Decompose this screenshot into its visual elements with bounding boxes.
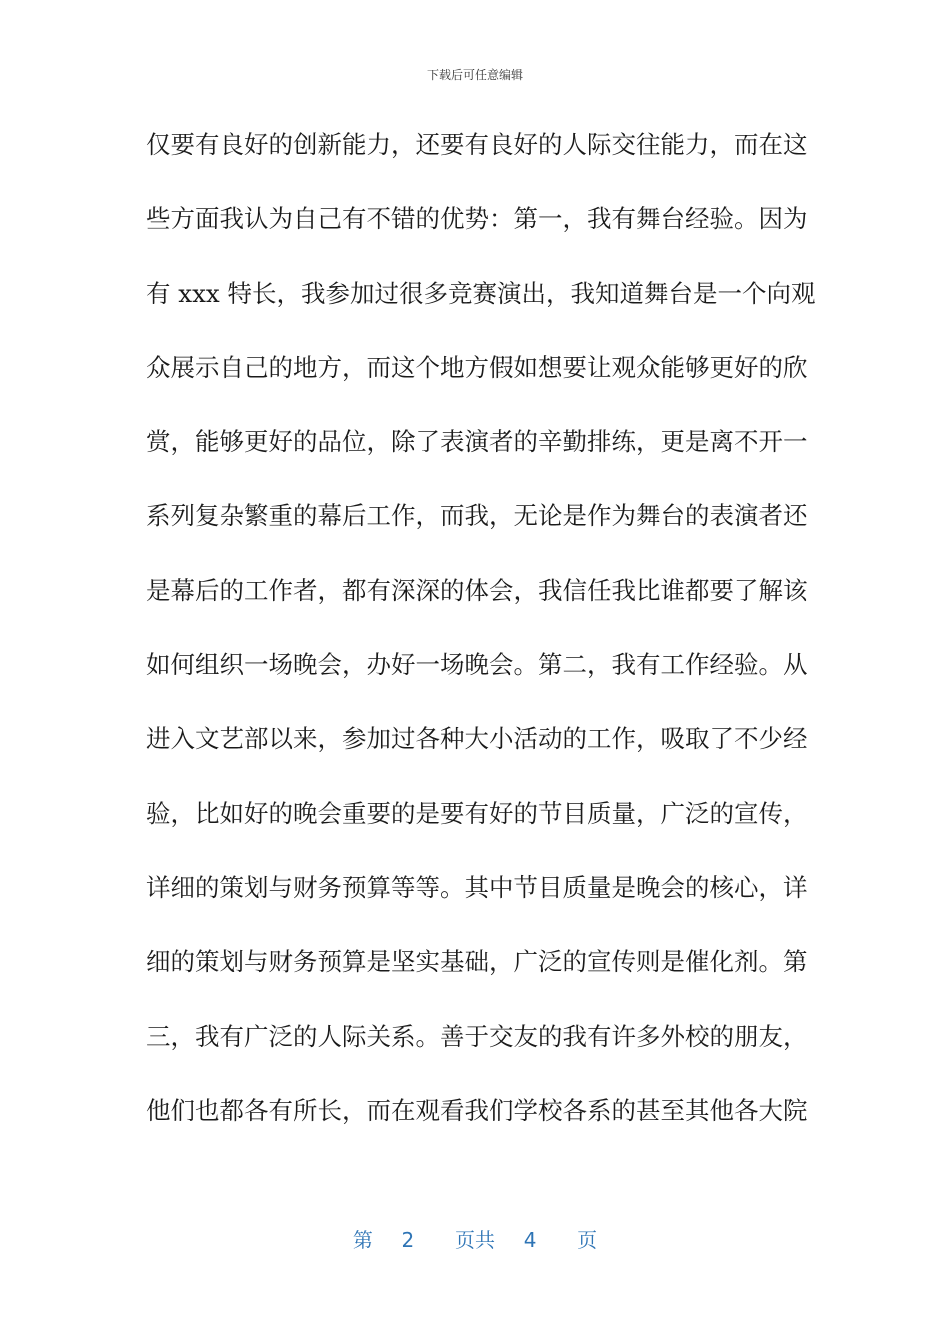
body-line: 如何组织一场晚会，办好一场晚会。第二，我有工作经验。从 <box>146 650 808 680</box>
body-line: 细的策划与财务预算是坚实基础，广泛的宣传则是催化剂。第 <box>146 947 808 977</box>
footer-middle: 页共 <box>455 1228 495 1252</box>
body-line: 系列复杂繁重的幕后工作，而我，无论是作为舞台的表演者还 <box>146 501 808 531</box>
body-line: 进入文艺部以来，参加过各种大小活动的工作，吸取了不少经 <box>146 724 808 754</box>
body-line: 三，我有广泛的人际关系。善于交友的我有许多外校的朋友， <box>146 1021 808 1051</box>
total-pages-number: 4 <box>523 1228 537 1252</box>
body-line: 是幕后的工作者，都有深深的体会，我信任我比谁都要了解该 <box>146 575 808 605</box>
body-line: 仅要有良好的创新能力，还要有良好的人际交往能力，而在这 <box>146 130 808 159</box>
footer-suffix: 页 <box>577 1228 598 1252</box>
body-text <box>146 125 816 1165</box>
body-line: 些方面我认为自己有不错的优势：第一，我有舞台经验。因为 <box>146 204 808 234</box>
body-line: 详细的策划与财务预算等等。其中节目质量是晚会的核心，详 <box>146 872 808 902</box>
body-line: 他们也都各有所长，而在观看我们学校各系的甚至其他各大院 <box>146 1095 808 1125</box>
header-note: 下载后可任意编辑 <box>426 68 523 82</box>
body-line: 众展示自己的地方，而这个地方假如想要让观众能够更好的欣 <box>146 352 808 382</box>
current-page-number: 2 <box>401 1228 415 1252</box>
footer-prefix: 第 <box>352 1228 373 1252</box>
body-line: 验，比如好的晚会重要的是要有好的节目质量，广泛的宣传， <box>146 798 808 828</box>
body-line: 有 xxx 特长，我参加过很多竞赛演出，我知道舞台是一个向观 <box>146 278 816 308</box>
body-line: 赏，能够更好的品位，除了表演者的辛勤排练，更是离不开一 <box>146 427 808 457</box>
page-number-footer <box>0 1224 950 1253</box>
